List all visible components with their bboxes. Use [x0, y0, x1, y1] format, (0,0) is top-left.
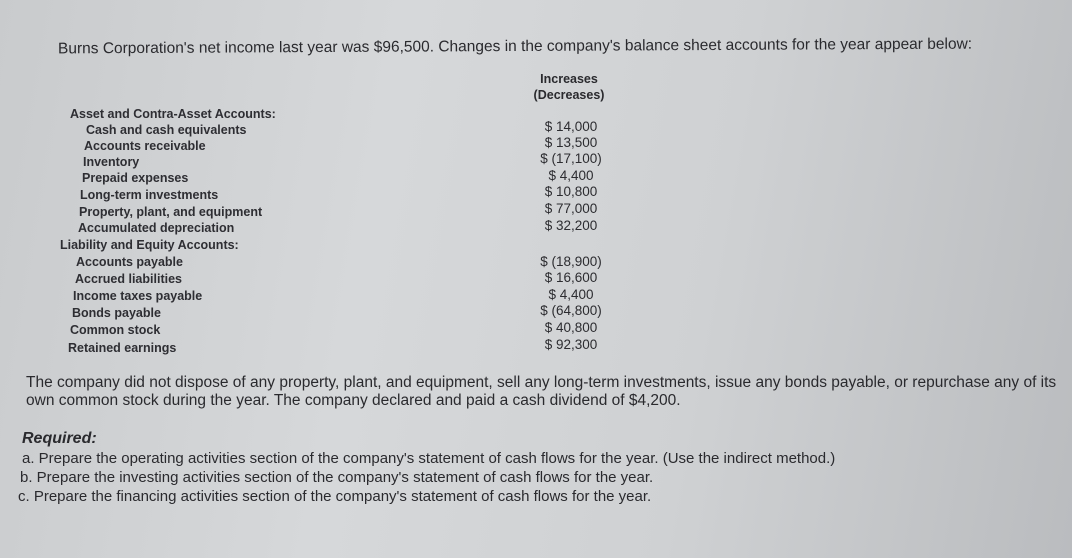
- asset-value-investments: $ 10,800: [544, 184, 598, 199]
- assets-heading: Asset and Contra-Asset Accounts:: [70, 107, 276, 121]
- liability-label-taxes: Income taxes payable: [73, 289, 203, 303]
- asset-label-inventory: Inventory: [83, 155, 140, 169]
- asset-label-investments: Long-term investments: [80, 188, 219, 202]
- required-item-a: a. Prepare the operating activities section of the company's statement of cash flows for the year. (Use the indirect method.): [22, 450, 836, 467]
- asset-value-cash: $ 14,000: [544, 119, 598, 134]
- liability-label-common-stock: Common stock: [70, 323, 161, 337]
- intro-text: Burns Corporation's net income last year was $96,500. Changes in the company's balance sheet accounts for the year appear below:: [57, 35, 973, 58]
- asset-label-depreciation: Accumulated depreciation: [78, 221, 235, 235]
- asset-label-ppe: Property, plant, and equipment: [79, 205, 263, 219]
- liability-label-bonds: Bonds payable: [72, 306, 161, 320]
- note-paragraph: The company did not dispose of any property, plant, and equipment, sell any long-term investments, issue any bonds payable, or repurchase any of its own common stock during the year. The company declared and paid a cash dividend of $4,200.: [26, 374, 1057, 409]
- liability-value-accrued: $ 16,600: [544, 270, 598, 285]
- asset-value-prepaid: $ 4,400: [548, 168, 594, 183]
- liability-value-common-stock: $ 40,800: [544, 320, 598, 335]
- asset-label-cash: Cash and cash equivalents: [86, 123, 247, 137]
- asset-value-depreciation: $ 32,200: [544, 218, 598, 233]
- asset-label-prepaid: Prepaid expenses: [82, 171, 189, 185]
- liability-value-payable: $ (18,900): [540, 254, 602, 269]
- required-item-c: c. Prepare the financing activities section of the company's statement of cash flows for the year.: [18, 488, 652, 505]
- liability-label-payable: Accounts payable: [76, 255, 183, 269]
- column-header-increases: Increases: [540, 72, 598, 86]
- asset-value-inventory: $ (17,100): [540, 151, 602, 166]
- asset-value-receivable: $ 13,500: [544, 135, 598, 150]
- liability-value-taxes: $ 4,400: [548, 287, 594, 302]
- asset-label-receivable: Accounts receivable: [84, 139, 206, 153]
- liability-value-bonds: $ (64,800): [540, 303, 602, 318]
- required-title: Required:: [22, 430, 97, 447]
- liability-value-retained: $ 92,300: [544, 337, 598, 352]
- liability-label-retained: Retained earnings: [68, 341, 177, 355]
- required-item-b: b. Prepare the investing activities section of the company's statement of cash flows for the year.: [20, 469, 654, 486]
- asset-value-ppe: $ 77,000: [544, 201, 598, 216]
- liabilities-heading: Liability and Equity Accounts:: [60, 238, 239, 252]
- liability-label-accrued: Accrued liabilities: [75, 272, 182, 286]
- column-header-decreases: (Decreases): [533, 88, 605, 102]
